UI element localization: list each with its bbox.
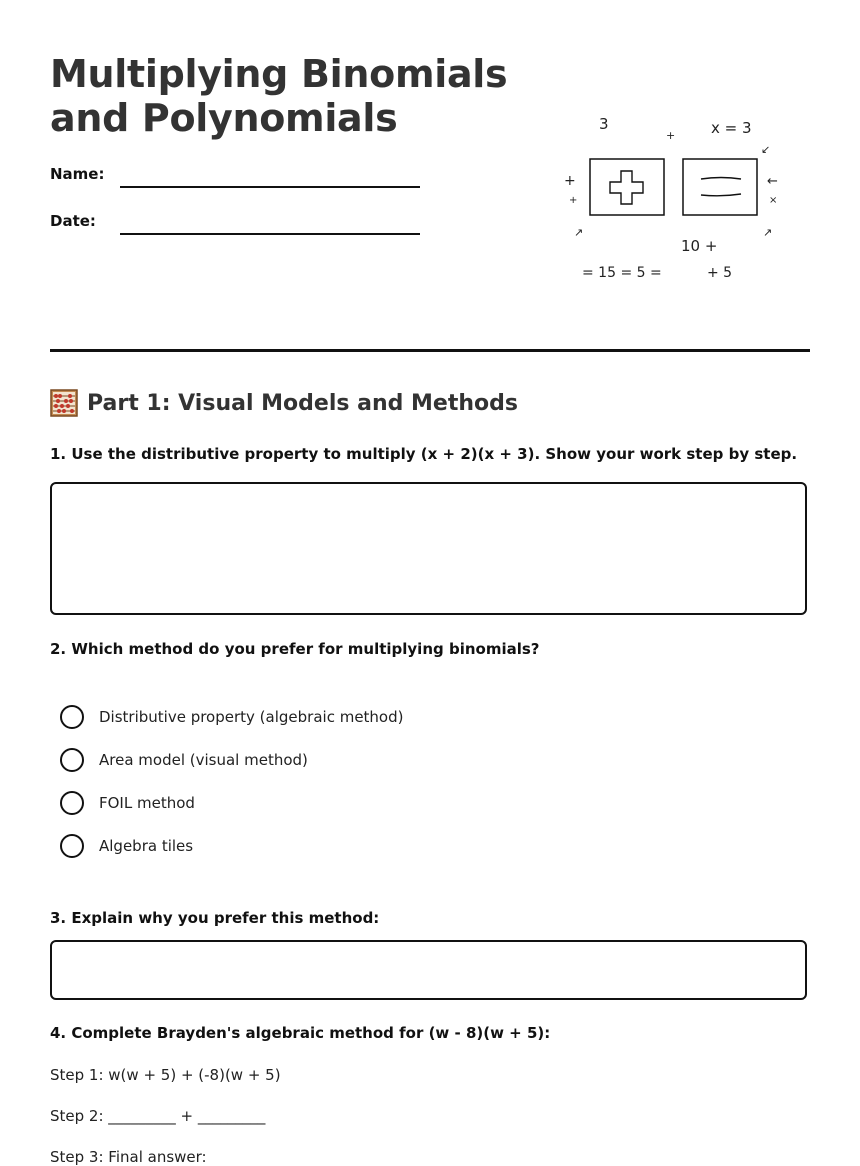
abacus-icon [50,389,78,417]
math-doodle-illustration [555,105,795,295]
name-label: Name: [50,165,105,183]
doodle-text: ← [767,174,778,189]
question-3: 3. Explain why you prefer this method: [50,909,380,927]
part1-heading [50,388,518,418]
radio-button[interactable] [60,705,84,729]
step-2: Step 2: _________ + _________ [50,1107,266,1125]
radio-button[interactable] [60,834,84,858]
doodle-text: + [564,173,576,189]
doodle-text: + [569,195,578,206]
title-line-1: Multiplying Binomials [50,52,508,96]
doodle-text: 10 + [681,237,718,255]
date-label: Date: [50,212,96,230]
question-4: 4. Complete Brayden's algebraic method for (w - 8)(w + 5): [50,1024,551,1042]
doodle-text: × [769,195,778,206]
doodle-text: = 15 = 5 = [582,265,662,281]
option-label: FOIL method [99,794,195,812]
part1-title: Part 1: Visual Models and Methods [87,390,518,416]
option-distributive[interactable] [60,704,403,730]
doodle-text: 3 [599,115,609,133]
plus-tile [590,159,664,215]
section-divider [50,349,810,352]
doodle-text: ↗ [574,226,584,239]
doodle-text: ↙ [761,143,771,156]
option-label: Distributive property (algebraic method) [99,708,404,726]
question-1: 1. Use the distributive property to multiply (x + 2)(x + 3). Show your work step by step. [50,445,798,463]
doodle-text: + 5 [707,265,733,281]
question-1-answer-box[interactable] [50,482,807,615]
doodle-text: ↗ [763,226,773,239]
plus-icon [610,171,643,204]
step-1: Step 1: w(w + 5) + (-8)(w + 5) [50,1066,281,1084]
option-label: Area model (visual method) [99,751,308,769]
title-line-2: and Polynomials [50,96,398,140]
radio-button[interactable] [60,791,84,815]
date-field[interactable] [120,233,420,235]
name-field[interactable] [120,186,420,188]
worksheet-title [50,52,530,140]
option-area-model[interactable] [60,747,308,773]
equals-icon [701,178,741,196]
doodle-text: + [666,129,676,142]
option-label: Algebra tiles [99,837,194,855]
question-2: 2. Which method do you prefer for multiplying binomials? [50,640,540,658]
equals-tile [683,159,757,215]
step-3: Step 3: Final answer: [50,1148,207,1166]
radio-button[interactable] [60,748,84,772]
option-foil[interactable] [60,790,195,816]
option-algebra-tiles[interactable] [60,833,193,859]
doodle-text: x = 3 [711,119,752,137]
question-3-answer-box[interactable] [50,940,807,1000]
